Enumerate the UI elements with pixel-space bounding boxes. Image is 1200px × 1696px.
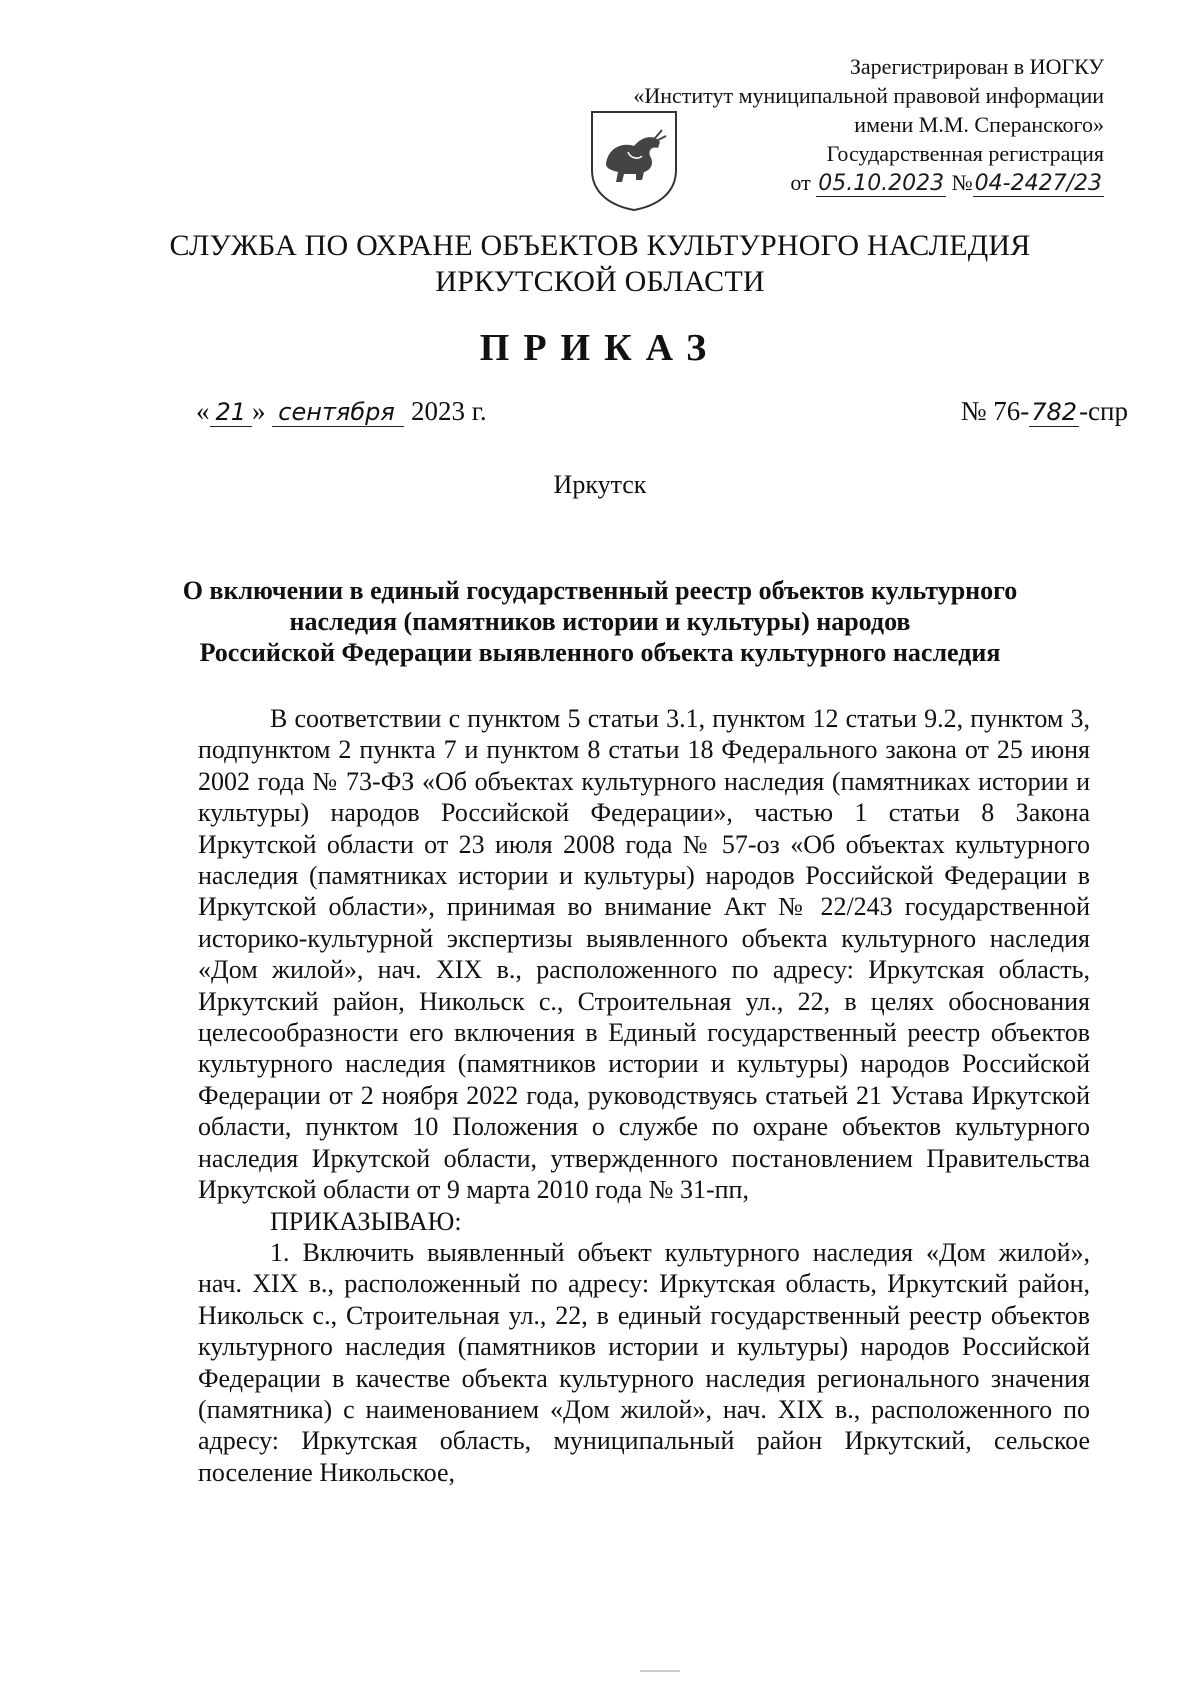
date-month: сентября bbox=[272, 398, 404, 427]
organization-line-1: СЛУЖБА ПО ОХРАНЕ ОБЪЕКТОВ КУЛЬТУРНОГО НАСЛЕДИЯ bbox=[169, 229, 1031, 262]
registration-line-4: Государственная регистрация bbox=[826, 141, 1104, 166]
registration-line-1: Зарегистрирован в ИОГКУ bbox=[849, 54, 1104, 79]
registration-stamp bbox=[584, 52, 1104, 198]
order-date bbox=[196, 396, 487, 427]
scan-mark bbox=[640, 1670, 680, 1672]
title-line-3: Российской Федерации выявленного объекта культурного наследия bbox=[199, 638, 1001, 667]
document-type: ПРИКАЗ bbox=[479, 327, 721, 369]
date-number-line bbox=[196, 396, 1128, 436]
date-year: 2023 г. bbox=[411, 396, 487, 426]
registration-line-3: имени М.М. Сперанского» bbox=[854, 112, 1104, 137]
organization-name bbox=[150, 228, 1050, 300]
registration-number: 04-2427/23 bbox=[974, 171, 1102, 196]
date-close-quote: » bbox=[252, 396, 266, 426]
organization-line-2: ИРКУТСКОЙ ОБЛАСТИ bbox=[435, 265, 765, 298]
registration-date-line bbox=[584, 168, 1104, 198]
order-number bbox=[961, 396, 1128, 427]
order-word: ПРИКАЗЫВАЮ: bbox=[270, 1206, 462, 1236]
date-open-quote: « bbox=[196, 396, 210, 426]
registration-number-prefix: № bbox=[951, 170, 973, 195]
registration-date-prefix: от bbox=[790, 170, 811, 195]
date-day: 21 bbox=[210, 398, 253, 427]
order-title bbox=[160, 575, 1040, 668]
city: Иркутск bbox=[553, 470, 647, 499]
order-number-value: 782 bbox=[1031, 398, 1078, 426]
order-item-1: 1. Включить выявленный объект культурного наследия «Дом жилой», нач. XIX в., расположенный по адресу: Иркутская область, Иркутский район, Никольск с., Строительная ул., 22, в единый государственный реестр объектов культурного наследия (памятников истории и культуры) народов Российской Федерации в качестве объекта культурного наследия регионального значения (памятника) с наименованием «Дом жилой», нач. XIX в., расположенного по адресу: Иркутская область, муниципальный район Иркутский, сельское поселение Никольское, bbox=[198, 1237, 1090, 1487]
registration-date: 05.10.2023 bbox=[818, 171, 945, 196]
preamble-paragraph: В соответствии с пунктом 5 статьи 3.1, пунктом 12 статьи 9.2, пунктом 3, подпунктом 2 пункта 7 и пунктом 8 статьи 18 Федерального закона от 25 июня 2002 года № 73-ФЗ «Об объектах культурного наследия (памятниках истории и культуры) народов Российской Федерации», частью 1 статьи 8 Закона Иркутской области от 23 июля 2008 года № 57-оз «Об объектах культурного наследия (памятниках истории и культуры) народов Российской Федерации в Иркутской области», принимая во внимание Акт № 22/243 государственной историко-культурной экспертизы выявленного объекта культурного наследия «Дом жилой», нач. XIX в., расположенного по адресу: Иркутская область, Иркутский район, Никольск с., Строительная ул., 22, в целях обоснования целесообразности его включения в Единый государственный реестр объектов культурного наследия (памятников истории и культуры) народов Российской Федерации от 2 ноября 2022 года, руководствуясь статьей 21 Устава Иркутской области, пунктом 10 Положения о службе по охране объектов культурного наследия Иркутской области, утвержденного постановлением Правительства Иркутской области от 9 марта 2010 года № 31-пп, bbox=[198, 704, 1090, 1205]
order-number-suffix: -спр bbox=[1079, 396, 1128, 426]
order-number-prefix: № 76- bbox=[960, 396, 1030, 426]
registration-line-2: «Институт муниципальной правовой информации bbox=[633, 83, 1104, 108]
title-line-2: наследия (памятников истории и культуры) народов bbox=[289, 607, 911, 636]
title-line-1: О включении в единый государственный реестр объектов культурного bbox=[182, 576, 1018, 605]
document-body bbox=[198, 703, 1090, 1488]
